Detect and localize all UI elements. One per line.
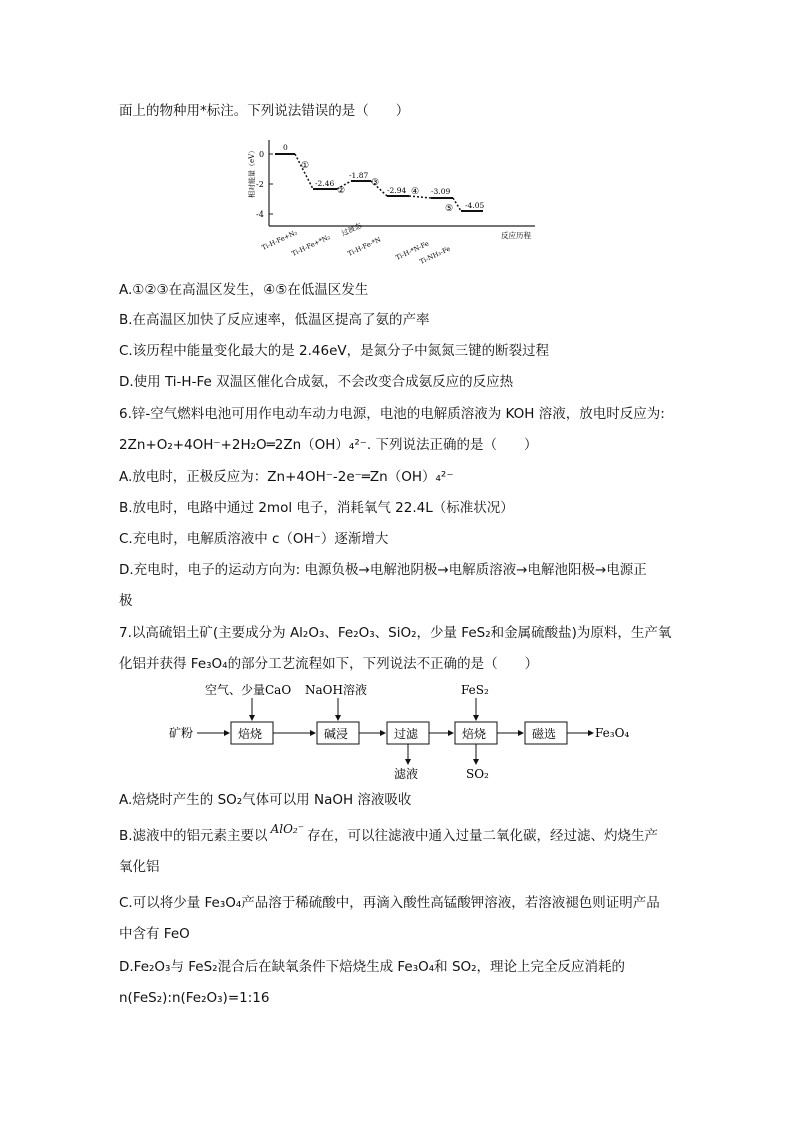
path-1: [295, 154, 313, 189]
y-tick-m2: -2: [256, 180, 264, 189]
q7-option-b-line-2: 氧化铝: [119, 859, 160, 875]
q7-option-b-pre: B.滤液中的铝元素主要以: [119, 828, 268, 844]
level-label-1-87: -1.87: [349, 171, 369, 180]
q6-option-b: B.放电时，电路中通过 2mol 电子，消耗氧气 22.4L（标准状况）: [119, 500, 514, 516]
aluminate-ion-formula: AlO₂⁻: [270, 822, 305, 836]
level-label-0: 0: [283, 143, 288, 152]
intro-line: 面上的物种用*标注。下列说法错误的是（ ）: [119, 103, 410, 119]
q7-option-c-line-1: C.可以将少量 Fe₃O₄产品溶于稀硫酸中，再滴入酸性高锰酸钾溶液，若溶液褪色则证明产品: [119, 895, 660, 911]
flow-top-input-3: FeS₂: [461, 683, 489, 697]
step-label-2: ②: [337, 186, 346, 196]
y-tick-0: 0: [259, 150, 265, 159]
q5-option-c: C.该历程中能量变化最大的是 2.46eV，是氮分子中氮氮三键的断裂过程: [119, 343, 550, 359]
q5-option-b: B.在高温区加快了反应速率，低温区提高了氨的产率: [119, 312, 430, 328]
x-tick-6: Ti-NH₃-Fe: [418, 244, 452, 266]
step-label-5: ⑤: [445, 204, 454, 214]
q6-stem-line-1: 6.锌-空气燃料电池可用作电动车动力电源，电池的电解质溶液为 KOH 溶液，放电时反应为:: [119, 406, 665, 422]
x-tick-5: Ti-H-*N-Fe: [394, 239, 431, 262]
step-label-3: ③: [371, 178, 380, 188]
level-label-2-94: -2.94: [387, 186, 407, 195]
q7-stem-line-2: 化铝并获得 Fe₃O₄的部分工艺流程如下，下列说法不正确的是（ ）: [119, 656, 539, 672]
step-label-1: ①: [301, 161, 310, 171]
step-label-4: ④: [411, 187, 420, 197]
y-tick-m4: -4: [256, 210, 264, 219]
level-label-4-05: -4.05: [465, 201, 485, 210]
x-axis-label: 反应历程: [501, 231, 531, 240]
q5-option-a: A.①②③在高温区发生，④⑤在低温区发生: [119, 282, 369, 298]
flow-box-roast-1-label: 焙烧: [238, 727, 263, 741]
q7-option-d-line-1: D.Fe₂O₃与 FeS₂混合后在缺氧条件下焙烧生成 Fe₃O₄和 SO₂，理论上完全反应消耗的: [119, 959, 626, 975]
q6-option-a: A.放电时，正极反应为：Zn+4OH⁻-2e⁻═Zn（OH）₄²⁻: [119, 469, 454, 485]
q6-stem-line-2: 2Zn+O₂+4OH⁻+2H₂O═2Zn（OH）₄²⁻. 下列说法正确的是（ ）: [119, 437, 538, 453]
flow-input-label: 矿粉: [169, 726, 194, 740]
q7-option-b-line-1: [119, 822, 659, 846]
path-5: [453, 198, 461, 211]
q6-option-d-line-1: D.充电时，电子的运动方向为: 电源负极→电解池阴极→电解质溶液→电解池阳极→电源正: [119, 562, 647, 578]
x-tick-2: Ti-H-Fe+*N₂: [290, 233, 332, 258]
x-tick-4: Ti-H-Fe-*N: [346, 235, 383, 258]
flow-bottom-output-1: 滤液: [394, 767, 419, 781]
flow-box-filter-label: 过滤: [394, 727, 419, 741]
flow-output-label: Fe₃O₄: [595, 726, 630, 740]
energy-diagram: [245, 138, 545, 268]
process-flow-diagram: [165, 680, 665, 785]
q5-option-d: D.使用 Ti-H-Fe 双温区催化合成氨，不会改变合成氨反应的反应热: [119, 374, 514, 390]
flow-box-roast-2-label: 焙烧: [462, 727, 487, 741]
level-label-3-09: -3.09: [431, 187, 451, 196]
flow-top-input-1: 空气、少量CaO: [205, 683, 292, 697]
x-tick-1: Ti-H-Fe+N₂: [260, 228, 299, 252]
q7-option-c-line-2: 中含有 FeO: [119, 926, 190, 942]
q6-option-d-line-2: 极: [119, 593, 133, 609]
q7-option-b-post: 存在，可以往滤液中通入过量二氧化碳，经过滤、灼烧生产: [307, 828, 659, 844]
flow-box-magnetic-separation-label: 磁选: [532, 727, 557, 741]
flow-box-alkali-leach-label: 碱浸: [324, 727, 349, 741]
level-label-2-46: -2.46: [315, 179, 335, 188]
flow-bottom-output-2: SO₂: [466, 767, 489, 781]
q7-stem-line-1: 7.以高硫铝土矿(主要成分为 Al₂O₃、Fe₂O₃、SiO₂，少量 FeS₂和金属硫酸盐)为原料，生产氧: [119, 625, 672, 641]
x-tick-3: 过渡态: [340, 221, 363, 238]
q7-option-a: A.焙烧时产生的 SO₂气体可以用 NaOH 溶液吸收: [119, 792, 412, 808]
y-axis-label: 相对能量（eV）: [248, 146, 256, 198]
q6-option-c: C.充电时，电解质溶液中 c（OH⁻）逐渐增大: [119, 531, 389, 547]
flow-top-input-2: NaOH溶液: [305, 683, 367, 697]
q7-option-d-line-2: n(FeS₂):n(Fe₂O₃)=1:16: [119, 990, 270, 1006]
